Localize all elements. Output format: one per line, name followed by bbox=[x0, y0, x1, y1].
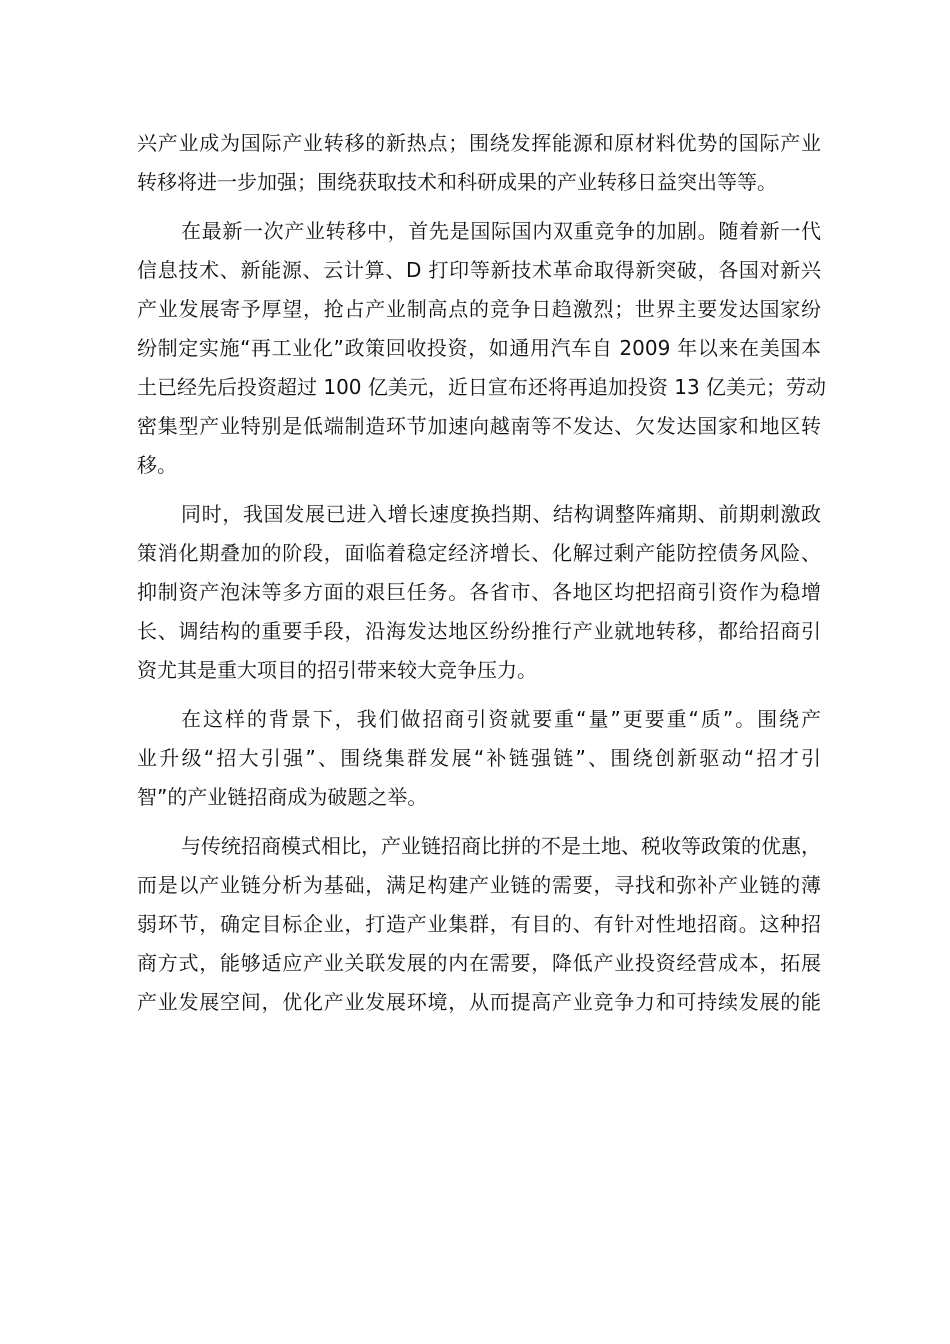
text-line: 信息技术、新能源、云计算、D 打印等新技术革命取得新突破，各国对新兴 bbox=[137, 258, 821, 282]
text-line: 同时，我国发展已进入增长速度换挡期、结构调整阵痛期、前期刺激政 bbox=[181, 502, 821, 526]
text-line: 策消化期叠加的阶段，面临着稳定经济增长、化解过剩产能防控债务风险、 bbox=[137, 541, 821, 565]
text-line: 智”的产业链招商成为破题之举。 bbox=[137, 785, 428, 809]
text-line: 产业发展寄予厚望，抢占产业制高点的竞争日趋激烈；世界主要发达国家纷 bbox=[137, 297, 821, 321]
text-line: 抑制资产泡沫等多方面的艰巨任务。各省市、各地区均把招商引资作为稳增 bbox=[137, 580, 821, 604]
text-line: 业升级“招大引强”、围绕集群发展“补链强链”、围绕创新驱动“招才引 bbox=[137, 746, 821, 770]
document-body bbox=[137, 124, 827, 1022]
text-line: 纷制定实施“再工业化”政策回收投资，如通用汽车自 2009 年以来在美国本 bbox=[137, 336, 821, 360]
text-line: 转移将进一步加强；围绕获取技术和科研成果的产业转移日益突出等等。 bbox=[137, 170, 777, 194]
text-line: 而是以产业链分析为基础，满足构建产业链的需要，寻找和弥补产业链的薄 bbox=[137, 873, 821, 897]
text-line: 土已经先后投资超过 100 亿美元，近日宣布还将再追加投资 13 亿美元；劳动 bbox=[137, 375, 827, 399]
paragraph bbox=[137, 495, 821, 690]
text-line: 资尤其是重大项目的招引带来较大竞争压力。 bbox=[137, 658, 537, 682]
text-line: 弱环节，确定目标企业，打造产业集群，有目的、有针对性地招商。这种招 bbox=[137, 912, 821, 936]
text-line: 与传统招商模式相比，产业链招商比拼的不是土地、税收等政策的优惠， bbox=[181, 834, 821, 858]
text-line: 长、调结构的重要手段，沿海发达地区纷纷推行产业就地转移，都给招商引 bbox=[137, 619, 821, 643]
text-line: 在这样的背景下，我们做招商引资就要重“量”更要重“质”。围绕产 bbox=[181, 707, 821, 731]
paragraph bbox=[137, 212, 827, 485]
text-line: 在最新一次产业转移中，首先是国际国内双重竞争的加剧。随着新一代 bbox=[181, 219, 821, 243]
paragraph bbox=[137, 124, 821, 202]
paragraph bbox=[137, 827, 821, 1022]
text-line: 商方式，能够适应产业关联发展的内在需要，降低产业投资经营成本，拓展 bbox=[137, 951, 821, 975]
text-line: 移。 bbox=[137, 453, 177, 477]
text-line: 产业发展空间，优化产业发展环境，从而提高产业竞争力和可持续发展的能 bbox=[137, 990, 821, 1014]
text-line: 兴产业成为国际产业转移的新热点；围绕发挥能源和原材料优势的国际产业 bbox=[137, 131, 821, 155]
text-line: 密集型产业特别是低端制造环节加速向越南等不发达、欠发达国家和地区转 bbox=[137, 414, 821, 438]
paragraph bbox=[137, 700, 821, 817]
